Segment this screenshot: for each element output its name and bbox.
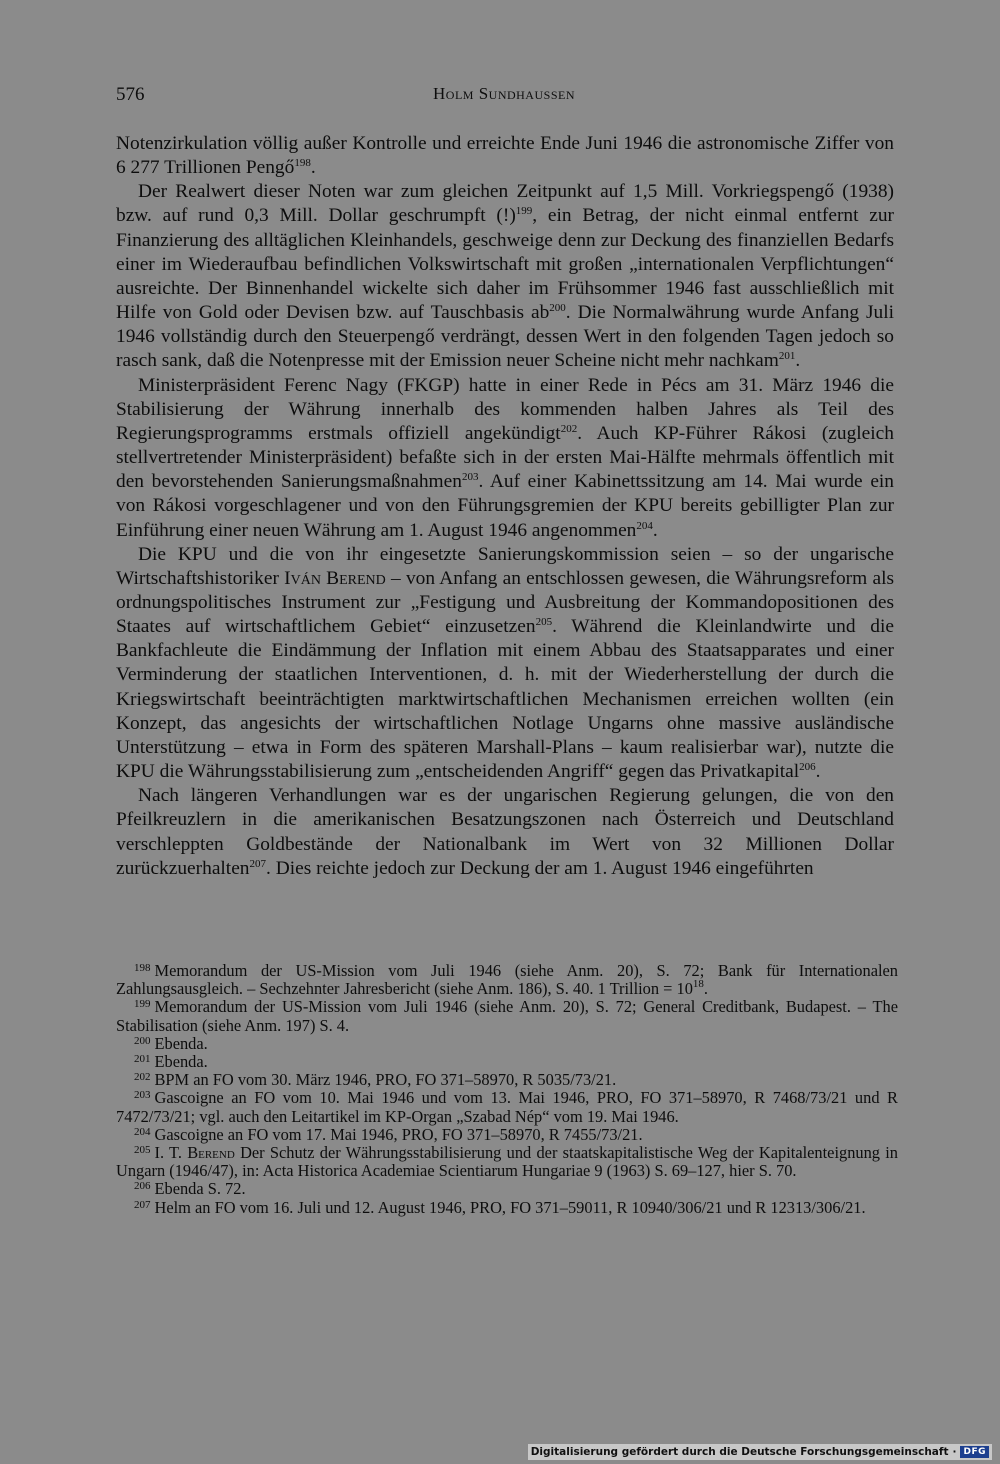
footnote: $^{198}$ Memorandum der US-Mission vom Juli 1946 (siehe Anm. 20), S. 72; Bank für Internationalen Zahlungsausgleich. – Sechzehnter Jahresbericht (siehe Anm. 186), S. 40. 1 Trillion = $10^{18}$. xyxy=(116,961,898,999)
digitization-credit: Digitalisierung gefördert durch die Deutsche Forschungsgemeinschaft · DFG xyxy=(528,1444,992,1460)
body-paragraph: Der Realwert dieser Noten war zum gleichen Zeitpunkt auf 1,5 Mill. Vorkriegspengő (1938) bzw. auf rund 0,3 Mill. Dollar geschrumpft (!)$^{199}$, ein Betrag, der nicht einmal entfernt zur Finanzierung des alltäglichen Kleinhandels, geschweige denn zur Deckung des finanziellen Bedarfs einer im Wiederaufbau befindlichen Volkswirtschaft mit großen „internationalen Verpflichtungen“ ausreichte. Der Binnenhandel wickelte sich daher im Frühsommer 1946 fast ausschließlich mit Hilfe von Gold oder Devisen bzw. auf Tauschbasis $ab^{200}$. Die Normalwährung wurde Anfang Juli 1946 vollständig durch den Steuerpengő verdrängt, dessen Wert in den folgenden Tagen jedoch so rasch sank, daß die Notenpresse mit der Emission neuer Scheine nicht mehr nachkam$^{201}$. xyxy=(116,181,894,372)
credit-text: Digitalisierung gefördert durch die Deutsche Forschungsgemeinschaft xyxy=(530,1446,949,1458)
author-name: Iván Berend xyxy=(284,567,386,589)
footnote-number: 206 xyxy=(134,1180,151,1193)
footnote-reference: 199 xyxy=(515,205,533,218)
footnote-number: 205 xyxy=(134,1144,151,1157)
body-paragraph: Notenzirkulation völlig außer Kontrolle und erreichte Ende Juni 1946 die astronomische Ziffer von 6 277 Trillionen Pengő$^{198}$. xyxy=(116,133,894,179)
body-paragraph: Ministerpräsident Ferenc Nagy (FKGP) hatte in einer Rede in Pécs am 31. März 1946 die Stabilisierung der Währung innerhalb des kommenden halben Jahres als Teil des Regierungsprogramms erstmals offiziell angekündigt$^{202}$. Auch KP-Führer Rákosi (zugleich stellvertretender Ministerpräsident) befaßte sich in der ersten Mai-Hälfte mehrmals öffentlich mit den bevorstehenden Sanierungsmaßnahmen$^{203}$. Auf einer Kabinettssitzung am 14. Mai wurde ein von Rákosi vorgeschlagener und von den Führungsgremien der KPU bereits gebilligter Plan zur Einführung einer neuen Währung am 1. August 1946 angenommen$^{204}$. xyxy=(116,374,895,541)
footnote-reference: 201 xyxy=(778,350,796,363)
footnote-reference: 200 xyxy=(549,302,566,315)
footnote: $^{205}$ I. T. Berend Der Schutz der Währungsstabilisierung und der staatskapitalistische Weg der Kapitalenteignung in Ungarn (1946/47), in: Acta Historica Academiae Scientiarum Hungariae 9 (1963) S. 69–127, hier S. 70. xyxy=(116,1143,898,1181)
body-paragraph: Nach längeren Verhandlungen war es der ungarischen Regierung gelungen, die von den Pfeilkreuzlern in die amerikanischen Besatzungszonen nach Österreich und Deutschland verschleppten Goldbestände der Nationalbank im Wert von 32 Millionen Dollar zurückzuerhalten$^{207}$. Dies reichte jedoch zur Deckung der am 1. August 1946 eingeführten xyxy=(116,785,894,879)
footnote: $^{202}$ BPM an FO vom 30. März 1946, PRO, FO 371–58970, R 5035/73/21. xyxy=(134,1070,617,1090)
author-name: Berend xyxy=(187,1143,235,1163)
footnote-reference: 204 xyxy=(636,519,653,532)
footnote-reference: 205 xyxy=(535,616,553,629)
footnote-reference: 198 xyxy=(294,157,311,170)
footnote-number: 199 xyxy=(134,998,151,1011)
footnote: $^{200}$ Ebenda. xyxy=(134,1033,208,1053)
page-header xyxy=(116,84,892,108)
footnote-number: 202 xyxy=(134,1071,151,1084)
dfg-logo: DFG xyxy=(960,1446,989,1458)
footnote: $^{199}$ Memorandum der US-Mission vom Juli 1946 (siehe Anm. 20), S. 72; General Creditbank, Budapest. – The Stabilisation (siehe Anm. 197) S. 4. xyxy=(116,997,898,1035)
footnote: $^{207}$ Helm an FO vom 16. Juli und 12. August 1946, PRO, FO 371–59011, R 10940/306/21 und R 12313/306/21. xyxy=(134,1197,866,1217)
page-number: 576 xyxy=(116,84,145,105)
footnotes xyxy=(116,962,898,1217)
footnote-reference: 202 xyxy=(560,422,578,435)
footnote-number: 203 xyxy=(134,1089,151,1102)
footnote-reference: 207 xyxy=(249,857,266,870)
footnote: $^{204}$ Gascoigne an FO vom 17. Mai 1946, PRO, FO 371–58970, R 7455/73/21. xyxy=(134,1124,643,1144)
footnote-number: 207 xyxy=(134,1198,151,1211)
footnote-number: 204 xyxy=(134,1125,151,1138)
footnote-number: 200 xyxy=(134,1034,151,1047)
footnote-reference: 206 xyxy=(799,761,816,774)
body-text xyxy=(116,132,894,881)
footnote-reference: 203 xyxy=(461,471,479,484)
footnote: $^{206}$ Ebenda S. 72. xyxy=(134,1179,246,1199)
running-head: Holm Sundhaussen xyxy=(433,84,575,103)
body-paragraph: Die KPU und die von ihr eingesetzte Sanierungskommission seien – so der ungarische Wirtschaftshistoriker Iván Berend – von Anfang an entschlossen gewesen, die Währungsreform als ordnungspolitisches Instrument zur „Festigung und Ausbreitung der Kommandopositionen des Staates auf wirtschaftlichem Gebiet“ einzusetzen$^{205}$. Während die Kleinlandwirte und die Bankfachleute die Eindämmung der Inflation mit einem Abbau des Staatsapparates und einer Verminderung der staatlichen Interventionen, d. h. mit der Wiederherstellung der durch die Kriegswirtschaft beeinträchtigten marktwirtschaftlichen Mechanismen erreichen wollten (ein Konzept, das angesichts der wirtschaftlichen Notlage Ungarns ohne massive ausländische Unterstützung – etwa in Form des späteren Marshall-Plans – kaum realisierbar war), nutzte die KPU die Währungsstabilisierung zum „entscheidenden Angriff“ gegen das Privatkapital$^{206}$. xyxy=(116,543,895,783)
footnote-number: 198 xyxy=(134,962,151,974)
footnote: $^{201}$ Ebenda. xyxy=(134,1052,208,1072)
footnote-number: 201 xyxy=(134,1053,151,1066)
footnote: $^{203}$ Gascoigne an FO vom 10. Mai 1946 und vom 13. Mai 1946, PRO, FO 371–58970, R 7468/73/21 und R 7472/73/21; vgl. auch den Leitartikel im KP-Organ „Szabad Nép“ vom 19. Mai 1946. xyxy=(116,1088,898,1126)
footnote-reference: 18 xyxy=(692,978,704,991)
